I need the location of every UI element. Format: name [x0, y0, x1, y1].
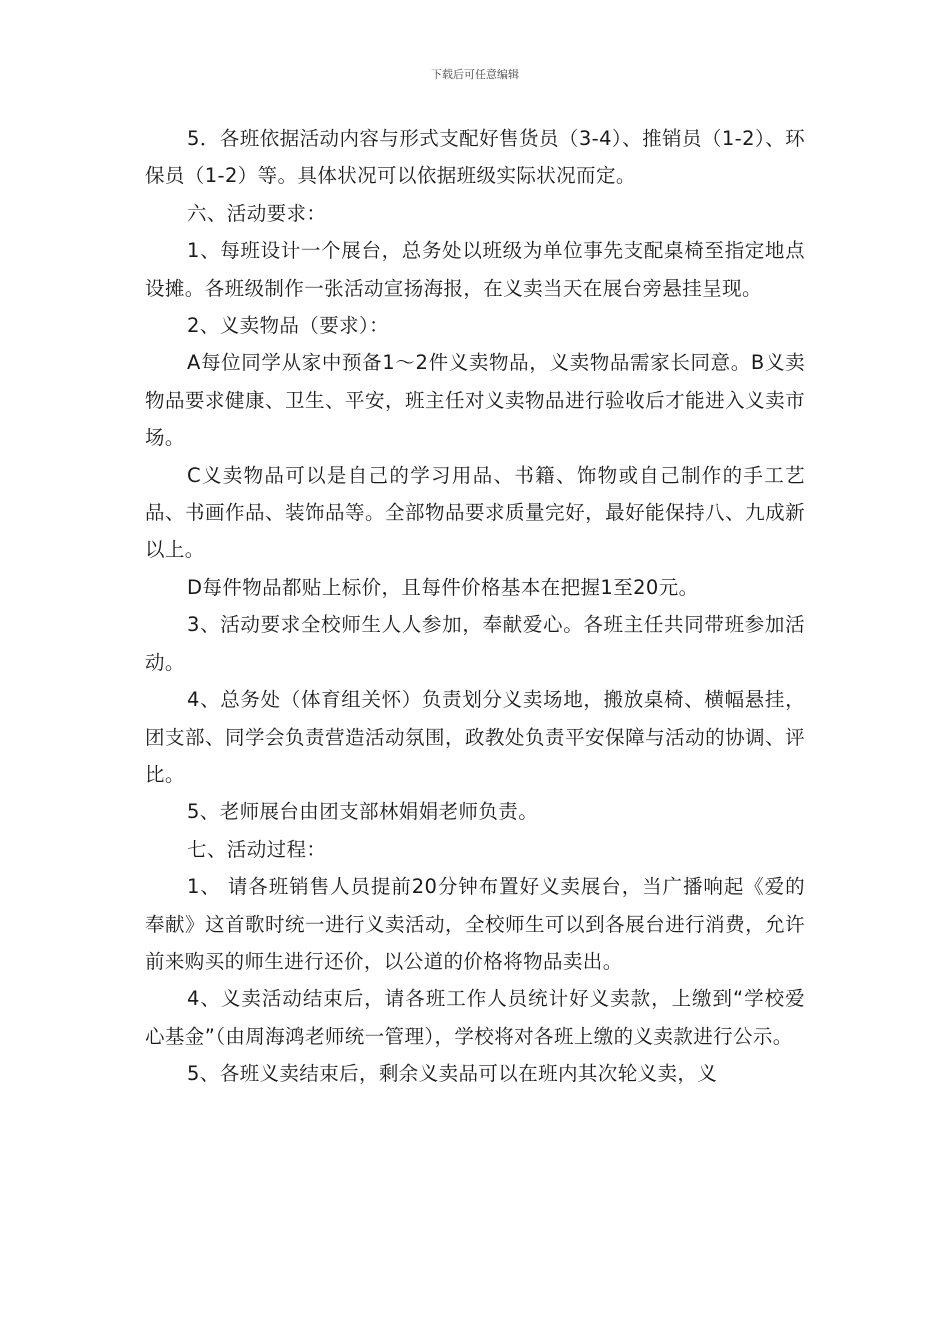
paragraph-items-heading: 2、义卖物品（要求）： — [187, 314, 390, 338]
section-heading-process: 七、活动过程： — [187, 837, 327, 861]
paragraph-teacher-booth: 5、老师展台由团支部林娟娟老师负责。 — [187, 800, 539, 824]
paragraph-item-rule-c: C义卖物品可以是自己的学习用品、书籍、饰物或自己制作的手工艺品、书画作品、装饰品等。全部物品要求质量完好，最好能保持八、九成新以上。 — [145, 463, 805, 562]
paragraph-staffing: 5．各班依据活动内容与形式支配好售货员（3-4）、推销员（1-2）、环保员（1-2）等。具体状况可以依据班级实际状况而定。 — [145, 127, 805, 188]
page-header: 下载后可任意编辑 — [431, 68, 519, 81]
paragraph-leftover-items: 5、各班义卖结束后，剩余义卖品可以在班内其次轮义卖，义 — [187, 1062, 718, 1086]
paragraph-responsibilities: 4、总务处（体育组关怀）负责划分义卖场地，搬放桌椅、横幅悬挂，团支部、同学会负责营造活动氛围，政教处负责平安保障与活动的协调、评比。 — [145, 688, 805, 786]
section-heading-requirements: 六、活动要求： — [187, 201, 327, 225]
paragraph-booth-setup: 1、每班设计一个展台，总务处以班级为单位事先支配桌椅至指定地点设摊。各班级制作一张活动宣扬海报，在义卖当天在展台旁悬挂呈现。 — [145, 239, 805, 300]
paragraph-item-rule-a: A每位同学从家中预备1～2件义卖物品，义卖物品需家长同意。B义卖物品要求健康、卫生、平安，班主任对义卖物品进行验收后才能进入义卖市场。 — [145, 351, 805, 450]
paragraph-sale-start: 1、 请各班销售人员提前20分钟布置好义卖展台，当广播响起《爱的奉献》这首歌时统一进行义卖活动，全校师生可以到各展台进行消费，允许前来购买的师生进行还价，以公道的价格将物品卖出。 — [145, 875, 805, 973]
document-body — [145, 120, 805, 1093]
paragraph-item-rule-d: D每件物品都贴上标价，且每件价格基本在把握1至20元。 — [187, 575, 699, 599]
paragraph-sale-end: 4、义卖活动结束后，请各班工作人员统计好义卖款，上缴到“学校爱心基金”（由周海鸿老师统一管理），学校将对各班上缴的义卖款进行公示。 — [145, 987, 805, 1048]
paragraph-participation: 3、活动要求全校师生人人参加，奉献爱心。各班主任共同带班参加活动。 — [145, 613, 805, 674]
